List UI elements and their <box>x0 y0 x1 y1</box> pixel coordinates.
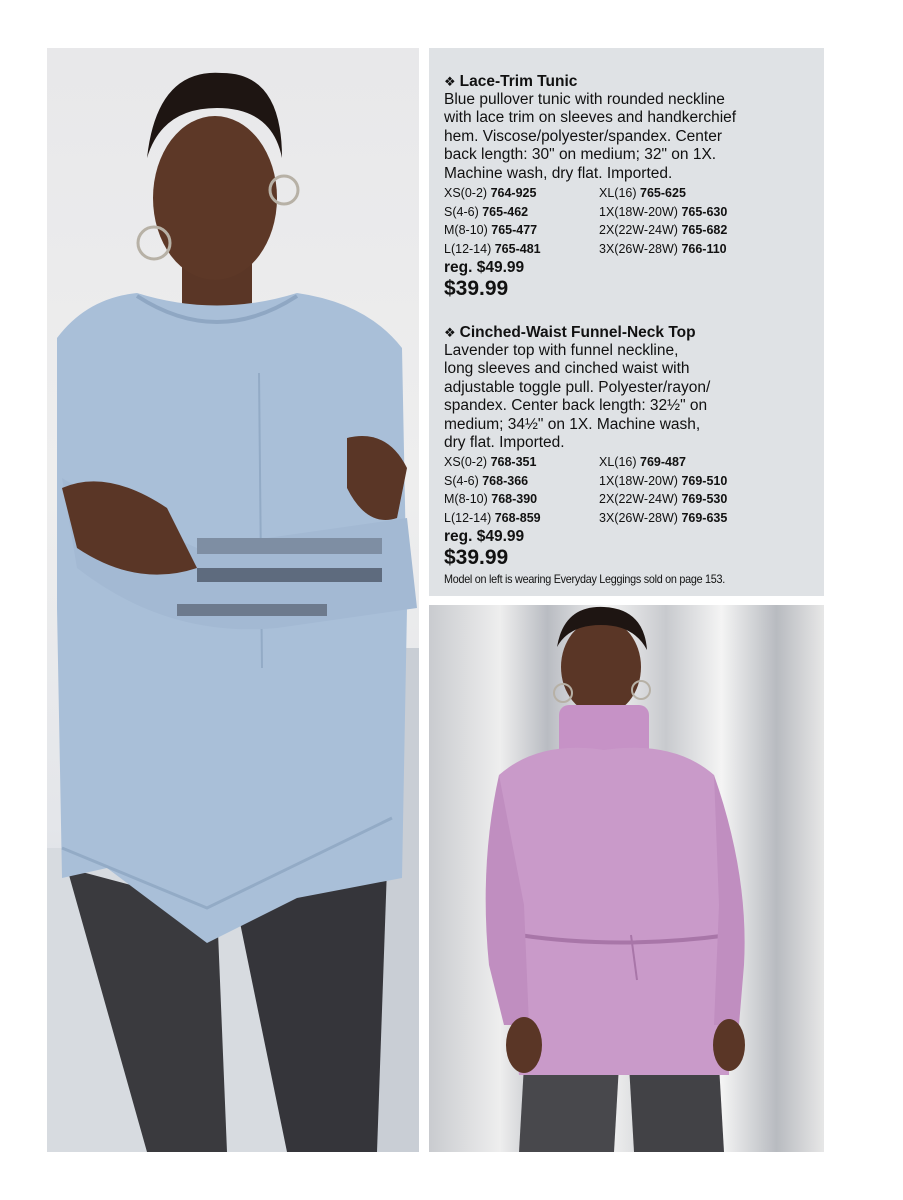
description-line: with lace trim on sleeves and handkerchief <box>444 109 737 127</box>
regular-price: reg. $49.99 <box>444 528 525 546</box>
product-lace-trim-tunic <box>444 72 814 301</box>
product-cinched-waist-top <box>444 323 814 570</box>
size-item: XL(16) 769-487 <box>599 455 686 470</box>
size-item: 3X(26W-28W) 769-635 <box>599 510 728 525</box>
description-line: back length: 30" on medium; 32" on 1X. <box>444 146 717 164</box>
sale-price: $39.99 <box>444 277 509 301</box>
description-line: Machine wash, dry flat. Imported. <box>444 164 673 182</box>
product-name: Lace-Trim Tunic <box>459 73 578 90</box>
description-line: Blue pullover tunic with rounded neckline <box>444 91 725 108</box>
size-list <box>444 184 814 258</box>
size-item: L(12-14) 765-481 <box>444 241 541 256</box>
size-item: M(8-10) 765-477 <box>444 223 538 238</box>
size-item: XS(0-2) 768-351 <box>444 455 537 470</box>
diamond-bullet-icon: ❖ <box>444 325 456 341</box>
description-line: dry flat. Imported. <box>444 434 565 452</box>
product-info-panel <box>429 48 824 596</box>
sale-price: $39.99 <box>444 546 509 570</box>
size-item: 1X(18W-20W) 769-510 <box>599 473 728 488</box>
product-title <box>444 72 814 91</box>
size-item: 3X(26W-28W) 766-110 <box>599 241 727 256</box>
regular-price: reg. $49.99 <box>444 259 525 277</box>
product-description <box>444 91 814 183</box>
size-item: L(12-14) 768-859 <box>444 510 541 525</box>
description-line: hem. Viscose/polyester/spandex. Center <box>444 127 723 145</box>
size-item: 2X(22W-24W) 765-682 <box>599 223 728 238</box>
description-line: adjustable toggle pull. Polyester/rayon/ <box>444 378 711 396</box>
size-item: 2X(22W-24W) 769-530 <box>599 492 728 507</box>
size-item: 1X(18W-20W) 765-630 <box>599 204 728 219</box>
size-item: S(4-6) 765-462 <box>444 204 529 219</box>
size-item: S(4-6) 768-366 <box>444 473 529 488</box>
description-line: spandex. Center back length: 32½" on <box>444 397 708 415</box>
product-title <box>444 323 814 342</box>
funnel-neck-model-photo <box>429 605 824 1152</box>
diamond-bullet-icon: ❖ <box>444 74 456 89</box>
tunic-model-photo <box>47 48 419 1152</box>
size-item: XL(16) 765-625 <box>599 186 686 201</box>
footnote: Model on left is wearing Everyday Leggings sold on page 153. <box>444 572 725 586</box>
description-line: medium; 34½" on 1X. Machine wash, <box>444 415 701 433</box>
description-line: Lavender top with funnel neckline, <box>444 342 679 360</box>
size-item: M(8-10) 768-390 <box>444 492 538 507</box>
product-description <box>444 342 814 452</box>
product-name: Cinched-Waist Funnel-Neck Top <box>459 324 696 342</box>
size-item: XS(0-2) 764-925 <box>444 186 537 201</box>
description-line: long sleeves and cinched waist with <box>444 360 690 378</box>
size-list <box>444 453 814 527</box>
